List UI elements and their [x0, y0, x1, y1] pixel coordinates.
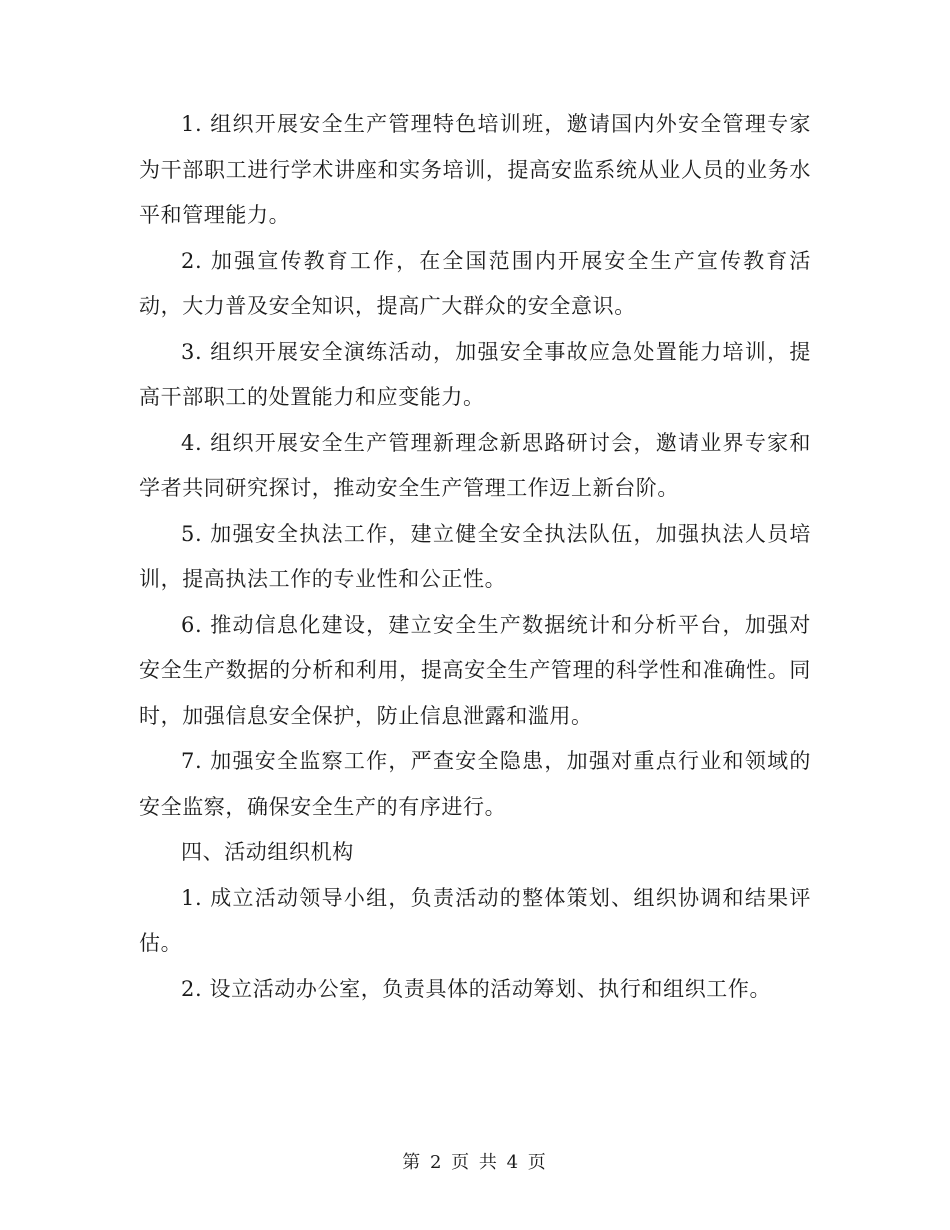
- paragraph-item-4: 4. 组织开展安全生产管理新理念新思路研讨会，邀请业界专家和学者共同研究探讨，推动安全生产管理工作迈上新台阶。: [139, 430, 811, 500]
- paragraph-item-3: 3. 组织开展安全演练活动，加强安全事故应急处置能力培训，提高干部职工的处置能力和应变能力。: [139, 339, 811, 409]
- paragraph-item-5: 5. 加强安全执法工作，建立健全安全执法队伍，加强执法人员培训，提高执法工作的专业性和公正性。: [139, 521, 811, 591]
- paragraph-item-7: 7. 加强安全监察工作，严查安全隐患，加强对重点行业和领域的安全监察，确保安全生产的有序进行。: [139, 749, 811, 819]
- paragraph-org-1: 1. 成立活动领导小组，负责活动的整体策划、组织协调和结果评估。: [139, 885, 811, 955]
- paragraph-org-2: 2. 设立活动办公室，负责具体的活动筹划、执行和组织工作。: [181, 976, 772, 1001]
- section-heading: 四、活动组织机构: [181, 840, 354, 864]
- paragraph-item-1: 1. 组织开展安全生产管理特色培训班，邀请国内外安全管理专家为干部职工进行学术讲座和实务培训，提高安监系统从业人员的业务水平和管理能力。: [139, 112, 811, 227]
- page-number-footer: 第 2 页 共 4 页: [402, 1152, 548, 1173]
- document-body: [139, 102, 811, 1012]
- paragraph-item-2: 2. 加强宣传教育工作，在全国范围内开展安全生产宣传教育活动，大力普及安全知识，提高广大群众的安全意识。: [139, 248, 811, 318]
- paragraph-item-6: 6. 推动信息化建设，建立安全生产数据统计和分析平台，加强对安全生产数据的分析和利用，提高安全生产管理的科学性和准确性。同时，加强信息安全保护，防止信息泄露和滥用。: [139, 612, 811, 728]
